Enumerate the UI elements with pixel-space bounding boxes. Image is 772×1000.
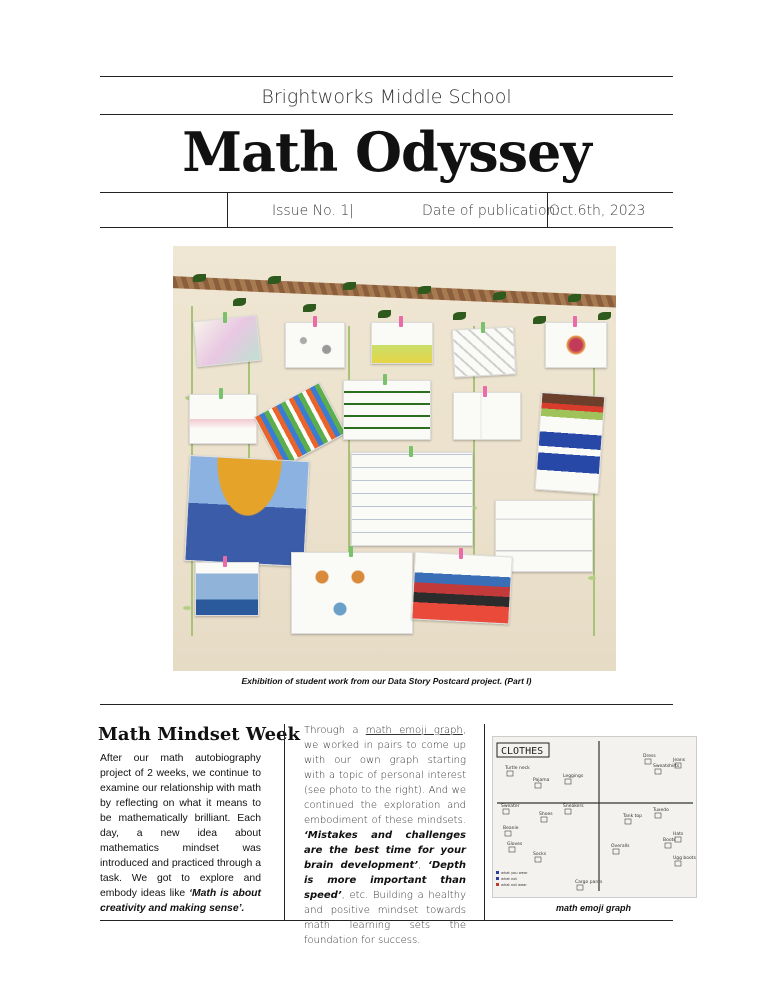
graph-label: Cargo pants [575,880,603,885]
legend-swatch [496,883,499,886]
graph-label: Tuxedo [653,808,669,813]
col2-text-2: , we worked in pairs to come up with our own graph starting with a topic of personal interest (see photo to the right). And we continued the exploration and embodiment of these mindsets. [304,725,467,826]
postcard [343,380,431,440]
date-value: Oct.6th, 2023 [549,203,646,219]
photo-caption: Exhibition of student work from our Data Story Postcard project. (Part I) [241,676,532,686]
vine-leaf [233,298,246,306]
vine-leaf [303,304,316,312]
legend-label: what not [501,877,517,881]
postcard [291,552,413,634]
clothespin [399,316,403,327]
col2-emphasis-2: ‘Depth is more important than speed’ [304,860,466,901]
graph-label: Shoes [539,812,553,817]
graph-label: Pajama [533,778,550,783]
graph-label: Overalls [611,844,630,849]
postcard [195,562,259,616]
graph-label: Socks [533,852,547,857]
clothespin [223,556,227,567]
postcard [285,322,345,368]
postcard [184,455,309,567]
clothespin [409,446,413,457]
column-divider [284,724,285,920]
graph-label: Sweater [501,804,520,809]
postcard [452,326,516,377]
vine-leaf [343,282,356,290]
vine-leaf [378,310,391,318]
column-divider [484,724,485,920]
chart-title: CLOTHES [501,746,544,757]
postcard [371,322,433,364]
postcard [545,322,607,368]
legend-label: what you wear [501,871,528,875]
graph-label: Hats [673,832,684,837]
math-emoji-graph-photo [492,736,697,898]
clothespin [219,388,223,399]
title-rule [100,192,673,193]
article-column-2 [304,723,466,948]
vine-leaf [193,274,206,282]
graph-caption: math emoji graph [555,903,631,913]
date-label: Date of publication: [422,203,561,219]
graph-label: Sweatshirts [653,764,680,769]
graph-label: Jeans [673,758,686,763]
section-rule [100,704,673,705]
graph-label: Ugg boots [673,856,696,861]
article-heading: Math Mindset Week [98,724,300,745]
postcard [189,394,257,444]
col1-text: After our math autobiography project of 2 weeks, we continue to examine our relationship with math by reflecting on what it means to be mathematically brilliant. Each day, a new idea about mathematics mindset was introduced and practiced through a task. We got to explore and embody ideas like [100,753,261,899]
vine-leaf [598,312,611,320]
vine-leaf [453,312,466,320]
vine-leaf [183,606,191,610]
exhibition-photo [173,246,616,671]
vine-leaf [588,576,596,580]
school-rule [100,114,673,115]
graph-label: Sneakers [563,804,584,809]
emoji-graph-drawing [493,737,696,897]
clothespin [481,322,485,333]
top-rule [100,76,673,77]
page-title: Math Odyssey [182,120,591,184]
legend-swatch [496,877,499,880]
col2-emphasis-1: ‘Mistakes and challenges are the best time for your brain development’ [304,830,466,871]
clothespin [349,546,353,557]
vine-leaf [418,286,431,294]
legend-label: what not wear [501,883,527,887]
math-emoji-graph-link[interactable]: math emoji graph [365,725,463,736]
legend-swatch [496,871,499,874]
graph-label: Dress [643,754,656,759]
col2-text-1: Through a [304,725,366,736]
hanging-vine [348,326,350,566]
graph-label: Gloves [507,842,523,847]
postcard [254,382,347,468]
clothespin [573,316,577,327]
clothespin [313,316,317,327]
postcard [535,392,606,494]
col2-text-4: , etc. Building a healthy and positive mindset towards math learning sets the foundation for success. [304,890,466,946]
clothespin [459,548,463,559]
graph-label: Tank top [623,814,643,819]
issue-number: Issue No. 1| [272,203,354,219]
col2-text-3: , [418,860,429,871]
article-column-1 [100,751,261,916]
meta-rule [100,227,673,228]
postcard [453,392,521,440]
postcard [411,551,512,624]
graph-label: Beanie [503,826,519,831]
clothespin [383,374,387,385]
meta-divider-right [547,192,548,227]
vine-leaf [268,276,281,284]
meta-divider-left [227,192,228,227]
clothespin [223,312,227,323]
clothespin [483,386,487,397]
col1-emphasis: ‘Math is about creativity and making sense’. [100,888,261,914]
vine-leaf [493,292,506,300]
postcard [193,315,261,367]
graph-label: Boots [663,838,676,843]
graph-label: Turtle neck [505,766,530,771]
graph-label: Leggings [563,774,584,779]
bottom-rule [100,920,673,921]
school-name: Brightworks Middle School [261,86,512,108]
postcard [351,452,473,546]
vine-leaf [568,294,581,302]
